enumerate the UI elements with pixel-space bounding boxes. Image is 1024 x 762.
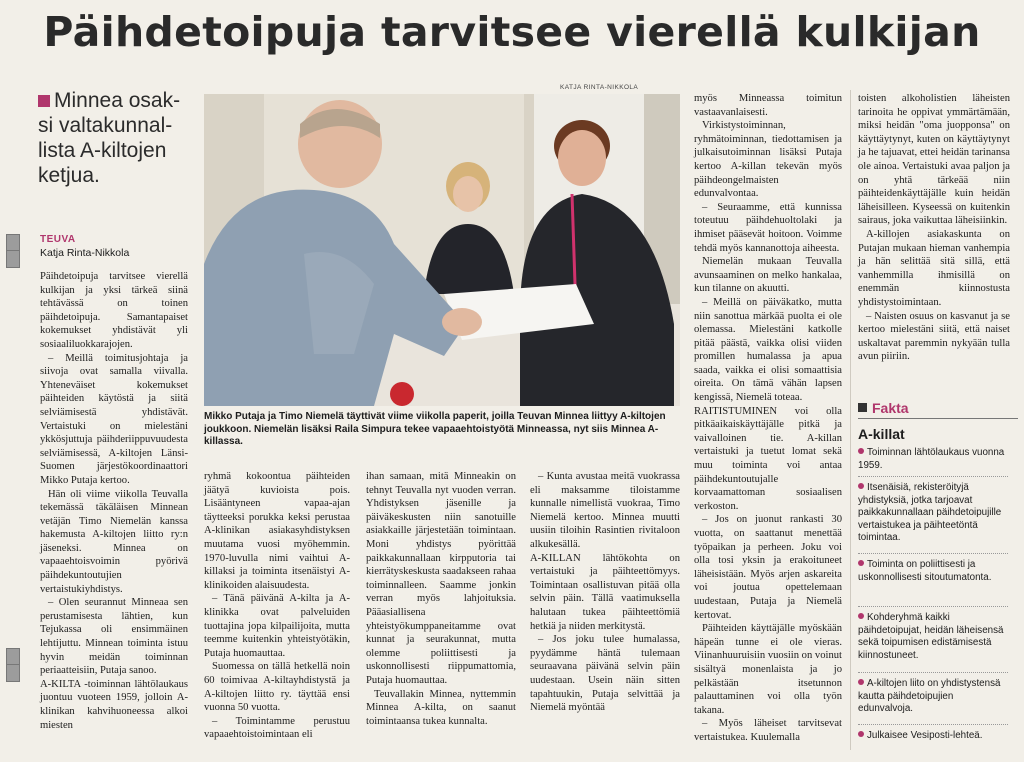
paragraph: RAITISTUMINEN voi olla pitkäaikaiskäyttäjälle pitkä ja vaivalloinen tie. A-killan vertaistuki ja tuetut lomat sekä muu toiminta voi antaa päihdekuntoutujalle korvaamattoman sosiaalisen verkoston. <box>694 405 842 512</box>
byline: Katja Rinta-Nikkola <box>40 247 130 259</box>
headline: Päihdetoipuja tarvitsee vierellä kulkijan <box>43 8 981 56</box>
bullet-icon <box>858 560 864 566</box>
fakta-label-text: Fakta <box>872 400 909 416</box>
fakta-rule <box>858 418 1018 419</box>
article-column-5 <box>694 92 842 745</box>
lede-square-icon <box>38 95 50 107</box>
news-photo <box>204 94 680 406</box>
paragraph: A-killojen asiakaskunta on Putajan mukaan hieman vanhempia ja hän selittää sitä sillä, että vanhemmilla ihmisillä on enemmän kiinnostusta yhdistystoimintaan. <box>858 228 1010 308</box>
paragraph: – Naisten osuus on kasvanut ja se kertoo mielestäni siitä, että naiset uskaltavat paremmin nykyään tulla avun piiriin. <box>858 310 1010 363</box>
paragraph: – Kunta avustaa meitä vuokrassa eli maksamme tiloistamme kunnalle nimellistä vuokraa, Timo Niemelä kertoo. Minnea muutti uusiin tiloihin Rasintien rivitaloon alkukesällä. <box>530 471 680 550</box>
fakta-item <box>858 482 1008 545</box>
fakta-label <box>858 400 909 416</box>
article-column-4 <box>530 470 680 715</box>
paragraph: A-KILLAN lähtökohta on vertaistuki ja päihteettömyys. Toimintaan osallistuvan pitää olla selvin päin. Tällä vaatimuksella halutaan tukea päihteettömiä hetkiä ja niiden merkitystä. <box>530 552 680 632</box>
paragraph: – Seuraamme, että kunnissa toteutuu päihdehuoltolaki ja ihmiset pääsevät hoitoon. Voimme tehdä myös kannanottoja aiheesta. <box>694 201 842 254</box>
paragraph: – Tänä päivänä A-kilta ja A-klinikka ovat palveluiden tuottajina jopa kilpailijoita, mutta teemme kuitenkin yhteistyötäkin, Putaja huomauttaa. <box>204 593 350 659</box>
paragraph: toisten alkoholistien läheisten tarinoita he oppivat ymmärtämään, miksi heidän "oma juopponsa" on käyttäytynyt, kuten on käyttäytynyt ja he tajuavat, ettei heidän tarinansa ole ainoa. Vertaistuki avaa paljon ja on yhtä tärkeää niin päihteidenkäyttäjälle kuin heidän läheisilleen. Kyseessä on kuitenkin sairaus, joka vaikuttaa läheisiinkin. <box>858 93 1010 227</box>
photo-illustration <box>204 94 680 406</box>
column-divider <box>850 90 851 750</box>
lede-line: ketjua. <box>38 164 100 187</box>
lede-line: lista A-kiltojen <box>38 139 167 162</box>
lede-line: si valtakunnal- <box>38 114 173 137</box>
article-column-6 <box>858 92 1010 364</box>
paragraph: Päihteiden käyttäjälle myöskään häpeän tunne ei ole vieras. Viinanhuuruisiin vuosiin on voinut sisältyä monenlaista ja jo pelkästään itsetunnon palauttaminen voi olla työn takana. <box>694 623 842 716</box>
article-column-3 <box>366 470 516 728</box>
bullet-icon <box>858 483 864 489</box>
paragraph: – Toimintamme perustuu vapaaehtoistoimintaan eli <box>204 715 350 741</box>
fakta-item-text: Kohderyhmä kaikki päihdetoipujat, heidän läheisensä sekä toipumisen edistämisestä kiinnostuneet. <box>858 612 1004 661</box>
fakta-item <box>858 559 1008 584</box>
paragraph: Virkistystoiminnan, ryhmätoiminnan, tiedottamisen ja julkaisutoiminnan lisäksi Putaja kertoo A-killan tekevän myös päihdeongelmaisten edunvalvontaa. <box>694 120 842 200</box>
paragraph: Suomessa on tällä hetkellä noin 60 toimivaa A-kiltayhdistystä ja A-kiltojen liitto ry. täyttää ensi vuonna 50 vuotta. <box>204 661 350 714</box>
fakta-separator <box>858 724 1008 725</box>
paragraph: – Olen seurannut Minneaa sen perustamisesta lähtien, kun Tejukassa oli ensimmäinen lehtijuttu. Minnean toiminta istuu hyvin meidän toiminnan periaatteisiin, Putaja sanoo. <box>40 597 188 677</box>
article-column-1 <box>40 270 188 732</box>
paragraph: ihan samaan, mitä Minneakin on tehnyt Teuvalla nyt vuoden verran. Yhdistyksen jäsenille ja päiväkeskusten niin sanotuille asiakkaille järjestetään toimintaan. Moni yhdistys pyörittää paikkakunnallaan kirpputoria tai kierrätyskeskusta saadakseen rahaa toiminnalleen. Saamme jonkin verran myös lahjoituksia. Pääasiallisena yhteistyökumppaneitamme ovat kunnat ja seurakunnat, mutta olemme poliittisesti ja uskonnollisesti riippumattomia, Putaja huomauttaa. <box>366 471 516 686</box>
fakta-item <box>858 612 1008 662</box>
bullet-icon <box>858 613 864 619</box>
paragraph: Niemelän mukaan Teuvalla avunsaaminen on melko hankalaa, kun tilanne on akuutti. <box>694 256 842 295</box>
bullet-icon <box>858 679 864 685</box>
photo-caption: Mikko Putaja ja Timo Niemelä täyttivät viime viikolla paperit, joilla Teuvan Minnea liittyy A-kiltojen joukkoon. Niemelän lisäksi Raila Simpura tekee vapaaehtoistyötä Minneassa, nyt siis Minnea A-killassa. <box>204 411 666 448</box>
fakta-separator <box>858 672 1008 673</box>
paragraph: – Jos on juonut rankasti 30 vuotta, on saattanut menettää työpaikan ja perheen. Joku voi olla tosi yksin ja erakoituneet läheisistään. Myös arjen askareita voi joutua opettelemaan uudestaan, Putaja ja Niemelä kertovat. <box>694 514 842 621</box>
paragraph: Teuvallakin Minnea, nyttemmin Minnea A-kilta, on saanut toimintaansa tukea kunnalta. <box>366 688 516 727</box>
fakta-item <box>858 730 1008 743</box>
paragraph: – Myös läheiset tarvitsevat vertaistukea. Kuulemalla <box>694 718 842 743</box>
fakta-separator <box>858 476 1008 477</box>
margin-tab-marker <box>6 250 20 268</box>
paragraph: ryhmä kokoontua päihteiden jäätyä kuvioista pois. Lisääntyneen vapaa-ajan täytteeksi porukka keksi perustaa A-klinikan asiakasyhdistyksen muutama vuosi myöhemmin. 1970-luvulla nimi vaihtui A-killaksi ja toiminta itsenäistyi A-klinikoiden alaisuudesta. <box>204 471 350 591</box>
paragraph: – Meillä toimitusjohtaja ja siivoja ovat samalla viivalla. Yhteneväiset kokemukset päihteiden käytöstä ja siitä selviämisestä yhdistävät. Vertaistuki on mielestäni ykkösjuttuja päihderiippuvuudesta selviämisessä, A-kiltojen Länsi-Suomen järjestökoordinaattori Mikko Putaja kertoo. <box>40 352 188 486</box>
fakta-item-text: Julkaisee Vesiposti-lehteä. <box>867 730 983 741</box>
fakta-item-text: Toiminnan lähtölaukaus vuonna 1959. <box>858 447 1005 471</box>
margin-tab-marker <box>6 664 20 682</box>
bullet-icon <box>858 731 864 737</box>
paragraph: myös Minneassa toimitun vastaavanlaisesti. <box>694 93 842 118</box>
photo-credit: KATJA RINTA-NIKKOLA <box>560 84 639 91</box>
fakta-item <box>858 447 1008 472</box>
fakta-separator <box>858 553 1008 554</box>
kicker: TEUVA <box>40 234 76 245</box>
fakta-square-icon <box>858 403 867 412</box>
lede-line: Minnea osak- <box>54 89 181 112</box>
paragraph: A-KILTA -toiminnan lähtölaukaus juontuu vuoteen 1959, jolloin A-klinikan kahvihuoneessa alkoi miesten <box>40 678 188 731</box>
paragraph: – Jos joku tulee humalassa, pyydämme häntä tulemaan seuraavana päivänä selvin päin uudestaan. Usein näin sitten tapahtuukin, Putaja selvittää ja Niemelä myöntää <box>530 634 680 714</box>
fakta-item <box>858 678 1008 716</box>
fakta-item-text: A-kiltojen liito on yhdistystensä kautta päihdetoipujien edunvalvoja. <box>858 678 1001 715</box>
fakta-item-text: Toiminta on poliittisesti ja uskonnollisesti sitoutumatonta. <box>858 559 992 583</box>
fakta-title: A-killat <box>858 426 905 442</box>
paragraph: – Meillä on päiväkatko, mutta niin sanottua märkää puolta ei ole olemassa. Mielestäni katkolle pitää päästä, vaikka olisi viiden promillen humalassa ja apua saada, vaikka ei olisi somaattisia oireita. On tämä vähän lapsen kengissä, Niemelä toteaa. <box>694 296 842 404</box>
article-column-2 <box>204 470 350 742</box>
fakta-item-text: Itsenäisiä, rekisteröityjä yhdistyksiä, jotka tarjoavat paikkakunnallaan päihdetoipujille vertaistukea ja päihteetöntä toimintaa. <box>858 482 1002 544</box>
paragraph: Hän oli viime viikolla Teuvalla tekemässä täkäläisen Minnean vetäjän Timo Niemelän kanssa hakemusta A-kiltojen liitto ry:n jäseneksi. Minnea on vapaaehtoisvoimin pyörivä päihdekuntoutujien vertaistukiyhdistys. <box>40 488 188 595</box>
bullet-icon <box>858 448 864 454</box>
fakta-separator <box>858 606 1008 607</box>
lede <box>38 88 198 188</box>
paragraph: Päihdetoipuja tarvitsee vierellä kulkijan ja yksi tärkeä siinä tehtävässä on toinen päihdetoipuja. Samantapaiset kokemukset yhdistävät yli sosiaaliluokkarajojen. <box>40 271 188 350</box>
